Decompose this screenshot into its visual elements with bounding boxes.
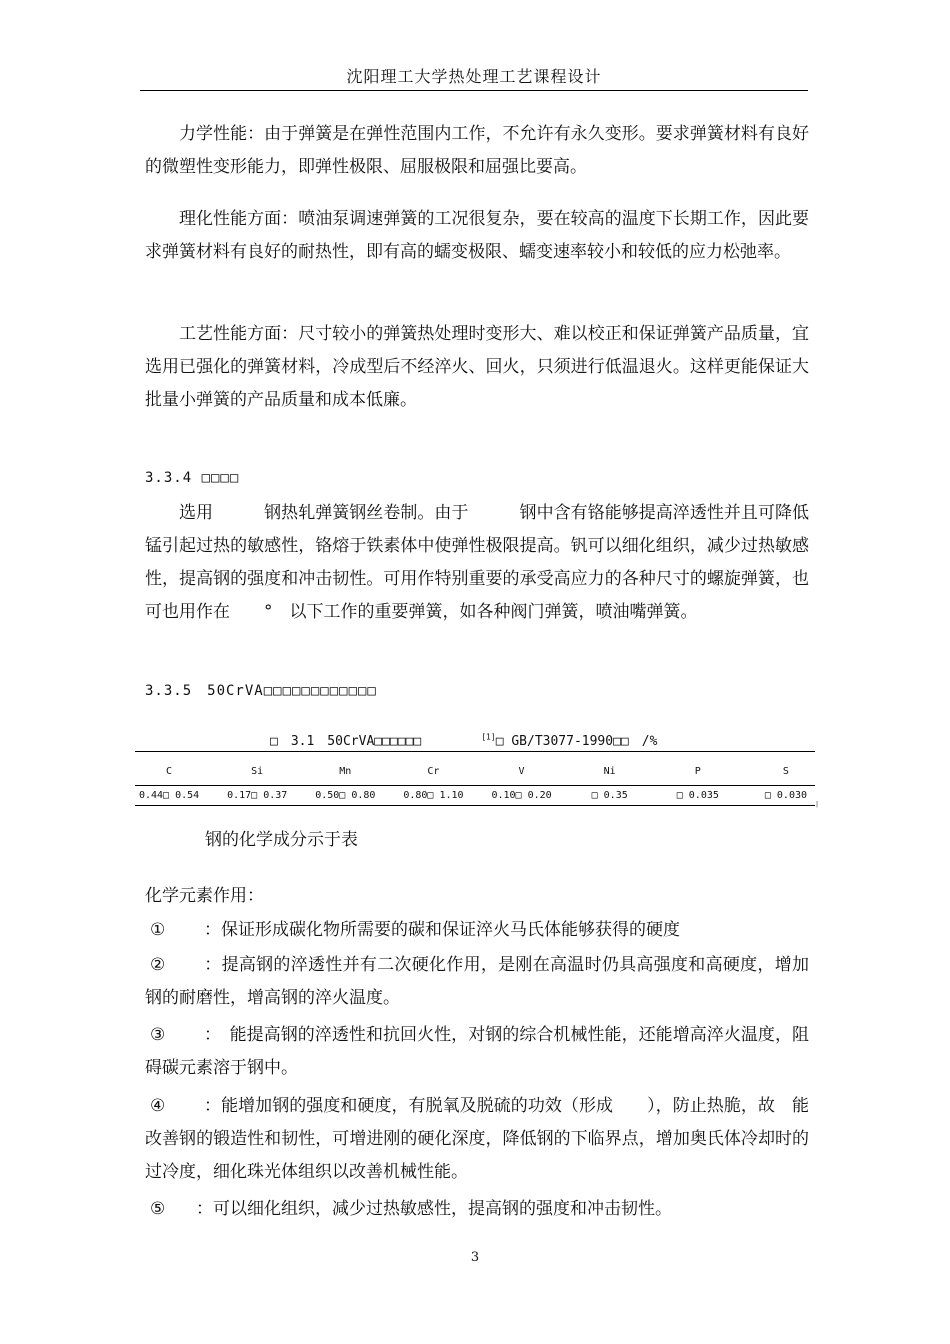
elements-title: 化学元素作用： (145, 886, 264, 906)
table-value-cell: 0.50□ 0.80 (315, 790, 376, 801)
table-value-row (125, 790, 830, 801)
table-value-cell: 0.10□ 0.20 (491, 790, 552, 801)
section-heading-3-3-4: 3.3.4 □□□□ (145, 470, 240, 486)
table-bottom-rule (135, 805, 815, 806)
section-heading-3-3-5: 3.3.5 50CrVA□□□□□□□□□□□□ (145, 683, 377, 699)
item-number: ② (150, 955, 166, 975)
running-header: 沈阳理工大学热处理工艺课程设计 (346, 67, 602, 86)
table-header-cell: Mn (339, 766, 352, 777)
item-text: ：保证形成碳化物所需要的碳和保证淬火马氏体能够获得的硬度 (204, 920, 680, 940)
item-text: ：能增加钢的强度和硬度，有脱氧及脱硫的功效（形成 ），防止热脆，故 能改善钢的锻造性和韧性，可增进刚的硬化深度，降低钢的下临界点，增加奥氏体冷却时的过冷度，细化珠光体组织以改善机械性能。 (145, 1096, 809, 1182)
paragraph-material-selection: 选用 钢热轧弹簧钢丝卷制。由于 钢中含有铬能够提高淬透性并且可降低锰引起过热的敏感性，铬熔于铁素体中使弹性极限提高。钒可以细化组织，减少过热敏感性，提高钢的强度和冲击韧性。可用作特别重要的承受高应力的各种尺寸的螺旋弹簧，也可也用作在 ° 以下工作的重要弹簧，如各种阀门弹簧，喷油嘴弹簧。 (145, 503, 809, 622)
table-header-cell: V (518, 766, 525, 777)
item-number: ③ (150, 1025, 166, 1045)
table-caption-reference: [1] (481, 732, 496, 742)
table-header-cell: C (166, 766, 173, 777)
header-rule (140, 90, 808, 91)
table-header-cell: P (694, 766, 701, 777)
table-mid-rule (135, 785, 815, 786)
table-note: 钢的化学成分示于表 (205, 830, 358, 850)
table-value-cell: 0.80□ 1.10 (403, 790, 464, 801)
table-end-mark: | (816, 801, 819, 808)
paragraph-mechanical: 力学性能：由于弹簧是在弹性范围内工作，不允许有永久变形。要求弹簧材料有良好的微塑性变形能力，即弹性极限、屈服极限和屈强比要高。 (145, 124, 809, 177)
table-top-rule (135, 751, 815, 752)
table-caption-title: □ 3.1 50CrVA□□□□□□ (270, 734, 422, 749)
element-item-5 (150, 1193, 809, 1226)
element-item-1 (150, 914, 809, 947)
table-header-cell: Ni (603, 766, 616, 777)
table-value-cell: 0.17□ 0.37 (227, 790, 288, 801)
item-text: ：可以细化组织，减少过热敏感性，提高钢的强度和冲击韧性。 (196, 1199, 672, 1219)
table-header-cell: S (782, 766, 789, 777)
item-text: ： 能提高钢的淬透性和抗回火性，对钢的综合机械性能，还能增高淬火温度，阻碍碳元素溶于钢中。 (145, 1025, 809, 1078)
table-value-cell: 0.44□ 0.54 (138, 790, 200, 801)
table-value-cell: □ 0.035 (676, 790, 719, 801)
item-number: ① (150, 920, 166, 940)
element-item-2 (145, 949, 809, 1015)
element-item-3 (145, 1019, 809, 1085)
page-number: 3 (470, 1250, 480, 1265)
paragraph-physicochemical: 理化性能方面：喷油泵调速弹簧的工况很复杂，要在较高的温度下长期工作，因此要求弹簧材料有良好的耐热性，即有高的蠕变极限、蠕变速率较小和较低的应力松弛率。 (145, 209, 809, 262)
table-caption (270, 730, 710, 749)
table-header-cell: Cr (427, 766, 440, 777)
paragraph-process: 工艺性能方面：尺寸较小的弹簧热处理时变形大、难以校正和保证弹簧产品质量，宜选用已强化的弹簧材料，冷成型后不经淬火、回火，只须进行低温退火。这样更能保证大批量小弹簧的产品质量和成本低廉。 (145, 324, 809, 410)
table-value-cell: □ 0.35 (591, 790, 628, 801)
item-text: ：提高钢的淬透性并有二次硬化作用，是刚在高温时仍具高强度和高硬度，增加钢的耐磨性，增高钢的淬火温度。 (145, 955, 809, 1008)
table-header-cell: Si (251, 766, 264, 777)
table-value-cell: □ 0.030 (764, 790, 808, 801)
element-item-4 (145, 1090, 809, 1189)
table-header-row (125, 766, 830, 777)
item-number: ④ (150, 1096, 166, 1116)
table-caption-standard: □ GB/T3077-1990□□ /% (495, 734, 658, 749)
item-number: ⑤ (150, 1199, 166, 1219)
